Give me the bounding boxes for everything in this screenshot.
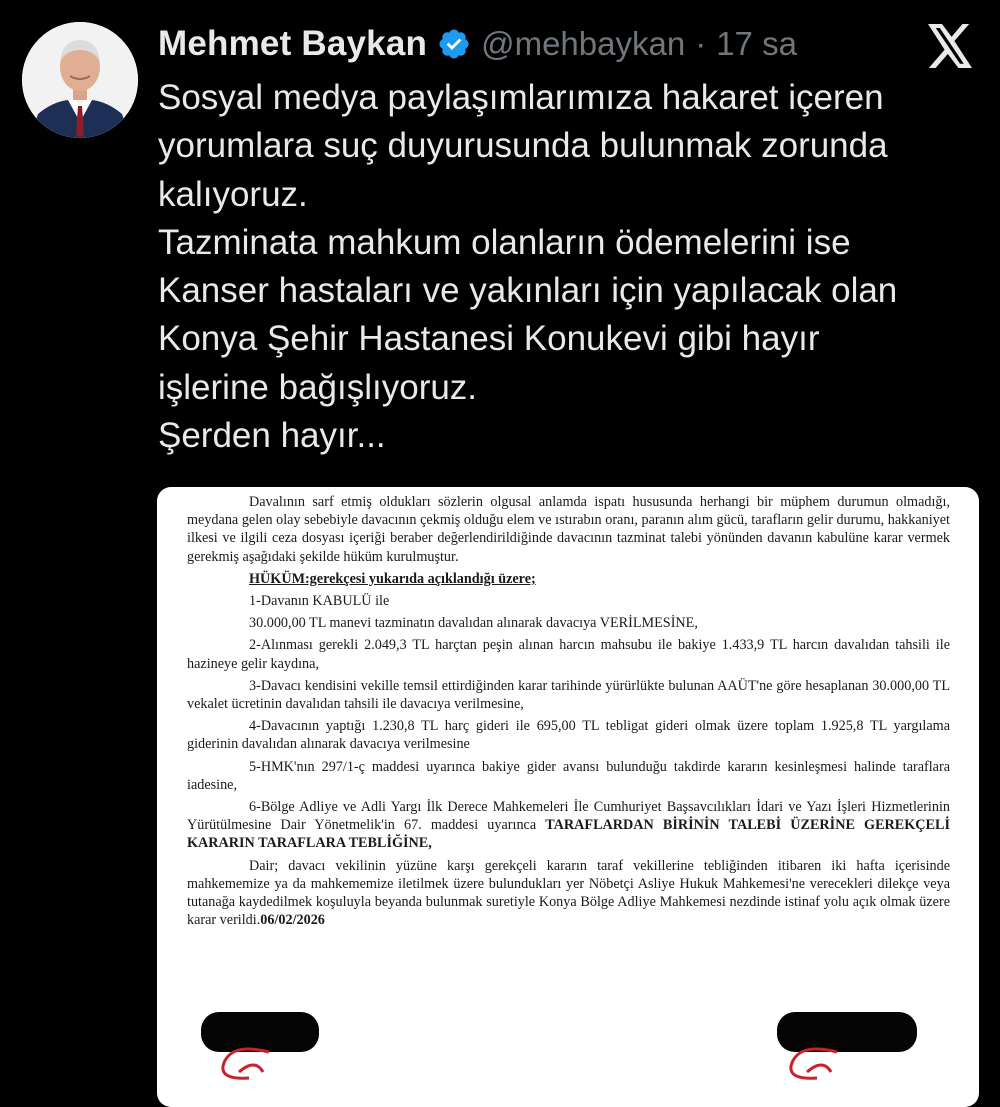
- separator-dot: ·: [695, 25, 707, 62]
- doc-item-2: 2-Alınması gerekli 2.049,3 TL harçtan peşin alınan harcın mahsubu ile bakiye 1.433,9 TL harcın davalıdan tahsili ile hazineye gelir kaydına,: [187, 637, 950, 672]
- doc-intro-paragraph: Davalının sarf etmiş oldukları sözlerin olgusal anlamda ispatı hususunda herhangi bir müphem durumun olmadığı, meydana gelen olay sebebiyle davacının çekmiş olduğu elem ve ıstırabın oranı, paranın alım gücü, tarafların gelir durumu, hakkaniyet ilkesi ve ilgili ceza dosyası içeriği beraber değerlendirildiğinde davacının tazminat talebi yönünden davanın kabulüne karar vermek gerekmiş aşağıdaki şekilde hüküm kurulmuştur.: [187, 494, 950, 565]
- post-text-line: işlerine bağışlıyoruz.: [158, 367, 478, 407]
- post-text-line: Konya Şehir Hastanesi Konukevi gibi hayır: [158, 319, 820, 359]
- doc-item-6: [187, 798, 950, 853]
- stamp-left-icon: [209, 1042, 299, 1082]
- doc-item-6-text: 6-Bölge Adliye ve Adli Yargı İlk Derece Mahkemeleri İle Cumhuriyet Başsavcılıkları İdari ve Yazı İşleri Hizmetlerinin Yürütülmesine Dair Yönetmelik'in 67. maddesi uyarınca: [187, 799, 950, 834]
- doc-dair-text: Dair; davacı vekilinin yüzüne karşı gerekçeli kararın taraf vekillerine tebliğinden itibaren iki hafta içerisinde mahkememize ya da mahkememize iletilmek üzere bulundukları yer Nöbetçi Asliye Hukuk Mahkemesi'ne verecekleri dilekçe veya tutanağa kaydedilmek koşuluyla beyanda bulunmak suretiyle Konya Bölge Adliye Mahkemesi nezdinde istinaf yolu açık olmak üzere karar verildi.: [187, 857, 950, 929]
- post-text-line: kalıyoruz.: [158, 174, 308, 214]
- author-name[interactable]: Mehmet Baykan: [158, 24, 428, 63]
- post-text-line: Tazminata mahkum olanların ödemelerini ise: [158, 222, 851, 262]
- doc-dair-paragraph: [187, 857, 950, 930]
- profile-photo-icon: [22, 22, 138, 138]
- post-text-line: Sosyal medya paylaşımlarımıza hakaret içeren: [158, 78, 884, 117]
- stamp-right-icon: [777, 1042, 867, 1082]
- doc-item-1: 1-Davanın KABULÜ ile: [249, 593, 390, 610]
- doc-item-4: 4-Davacının yaptığı 1.230,8 TL harç gideri ile 695,00 TL tebligat gideri olmak üzere toplam 1.925,8 TL yargılama giderinin davalıdan alınarak davacıya verilmesine: [187, 718, 950, 753]
- doc-item-5: 5-HMK'nın 297/1-ç maddesi uyarınca bakiye gider avansı bulunduğu takdirde kararın kesinleşmesi halinde taraflara iadesine,: [187, 758, 950, 793]
- doc-decision-date: 06/02/2026: [260, 912, 325, 929]
- doc-item-1-detail: 30.000,00 TL manevi tazminatın davalıdan alınarak davacıya VERİLMESİNE,: [249, 615, 698, 632]
- doc-item-3: 3-Davacı kendisini vekille temsil ettirdiğinden karar tarihinde yürürlükte bulunan AAÜT'ne göre hesaplanan 30.000,00 TL vekalet ücretinin davalıdan tahsili ile davacıya verilmesine,: [187, 677, 950, 713]
- avatar[interactable]: [22, 22, 138, 138]
- post-header: [158, 20, 797, 68]
- post-text-line: Şerden hayır...: [158, 416, 386, 456]
- attached-document-image[interactable]: [157, 487, 979, 1107]
- doc-hukum-heading: HÜKÜM:gerekçesi yukarıda açıklandığı üzere;: [249, 570, 536, 587]
- verified-badge-icon: [437, 27, 471, 61]
- post-text-line: yorumlara suç duyurusunda bulunmak zorunda: [158, 126, 888, 166]
- x-logo-icon: [926, 24, 974, 68]
- court-decision-text: [187, 493, 950, 929]
- post-text: [158, 74, 988, 460]
- author-handle[interactable]: @mehbaykan: [481, 25, 686, 62]
- post-time[interactable]: 17 sa: [716, 25, 797, 62]
- post-text-line: Kanser hastaları ve yakınları için yapılacak olan: [158, 271, 898, 311]
- doc-item-6-bold: TARAFLARDAN BİRİNİN TALEBİ ÜZERİNE GEREKÇELİ KARARIN TARAFLARA TEBLİĞİNE,: [187, 817, 950, 852]
